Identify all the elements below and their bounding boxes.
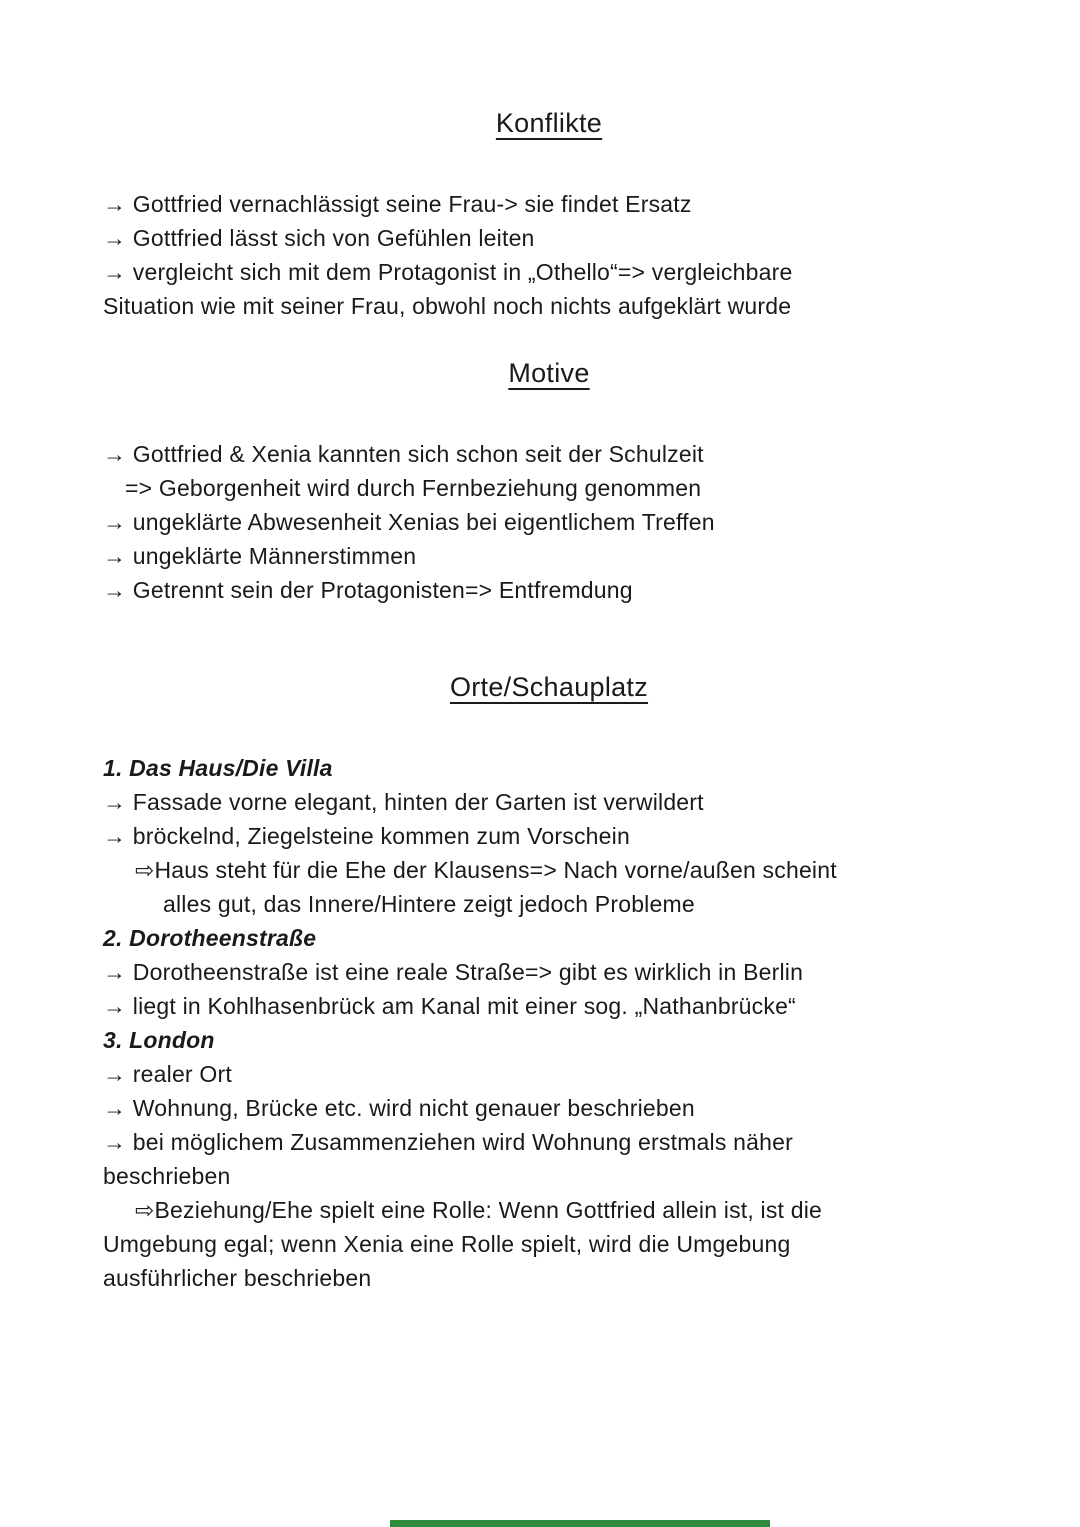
numbered-heading-dorotheenstrasse: 2. Dorotheenstraße bbox=[103, 925, 317, 951]
note-item bbox=[103, 471, 995, 505]
section-title-konflikte: Konflikte bbox=[495, 108, 603, 138]
note-line: → realer Ort bbox=[103, 1061, 232, 1087]
note-item bbox=[103, 1023, 995, 1057]
note-line: → ungeklärte Männerstimmen bbox=[103, 543, 417, 569]
numbered-heading-haus: 1. Das Haus/Die Villa bbox=[103, 755, 333, 781]
note-item bbox=[103, 187, 995, 221]
note-line: → Gottfried vernachlässigt seine Frau-> sie findet Ersatz bbox=[103, 191, 692, 217]
note-item bbox=[103, 437, 995, 471]
note-line: → ungeklärte Abwesenheit Xenias bei eigentlichem Treffen bbox=[103, 509, 715, 535]
note-item bbox=[103, 573, 995, 607]
section-title-orte-schauplatz: Orte/Schauplatz bbox=[449, 672, 649, 702]
note-line: → bei möglichem Zusammenziehen wird Wohnung erstmals näher bbox=[103, 1129, 793, 1155]
conclusion-line-continuation: Umgebung egal; wenn Xenia eine Rolle spielt, wird die Umgebung bbox=[103, 1231, 791, 1257]
note-line-continuation: beschrieben bbox=[103, 1163, 231, 1189]
section-orte-schauplatz bbox=[103, 669, 995, 1295]
note-subline: => Geborgenheit wird durch Fernbeziehung genommen bbox=[125, 475, 702, 501]
note-item bbox=[103, 785, 995, 819]
note-item bbox=[103, 505, 995, 539]
note-item bbox=[103, 955, 995, 989]
note-line: → Wohnung, Brücke etc. wird nicht genauer beschrieben bbox=[103, 1095, 695, 1121]
section-motive bbox=[103, 355, 995, 607]
note-item bbox=[103, 921, 995, 955]
note-item bbox=[103, 1057, 995, 1091]
conclusion-line-continuation: ausführlicher beschrieben bbox=[103, 1265, 372, 1291]
note-item bbox=[103, 255, 995, 323]
note-line: → Getrennt sein der Protagonisten=> Entfremdung bbox=[103, 577, 633, 603]
note-line: → Gottfried & Xenia kannten sich schon seit der Schulzeit bbox=[103, 441, 704, 467]
note-item-conclusion bbox=[103, 853, 995, 921]
note-item bbox=[103, 221, 995, 255]
note-line: → Fassade vorne elegant, hinten der Garten ist verwildert bbox=[103, 789, 704, 815]
conclusion-line-continuation: alles gut, das Innere/Hintere zeigt jedoch Probleme bbox=[163, 891, 695, 917]
next-page-accent-bar bbox=[390, 1520, 770, 1527]
note-item bbox=[103, 1125, 995, 1193]
note-item bbox=[103, 751, 995, 785]
section-konflikte bbox=[103, 105, 995, 323]
conclusion-line: ⇨Haus steht für die Ehe der Klausens=> Nach vorne/außen scheint bbox=[135, 857, 837, 883]
note-line-continuation: Situation wie mit seiner Frau, obwohl noch nichts aufgeklärt wurde bbox=[103, 293, 792, 319]
section-title-motive: Motive bbox=[508, 358, 590, 388]
note-line: → bröckelnd, Ziegelsteine kommen zum Vorschein bbox=[103, 823, 630, 849]
note-line: → Gottfried lässt sich von Gefühlen leiten bbox=[103, 225, 535, 251]
note-item bbox=[103, 1091, 995, 1125]
conclusion-line: ⇨Beziehung/Ehe spielt eine Rolle: Wenn Gottfried allein ist, ist die bbox=[135, 1197, 823, 1223]
note-item bbox=[103, 819, 995, 853]
note-line: → vergleicht sich mit dem Protagonist in „Othello“=> vergleichbare bbox=[103, 259, 793, 285]
numbered-heading-london: 3. London bbox=[103, 1027, 215, 1053]
note-item-conclusion bbox=[103, 1193, 995, 1295]
note-line: → liegt in Kohlhasenbrück am Kanal mit einer sog. „Nathanbrücke“ bbox=[103, 993, 796, 1019]
note-item bbox=[103, 539, 995, 573]
note-item bbox=[103, 989, 995, 1023]
note-line: → Dorotheenstraße ist eine reale Straße=> gibt es wirklich in Berlin bbox=[103, 959, 804, 985]
